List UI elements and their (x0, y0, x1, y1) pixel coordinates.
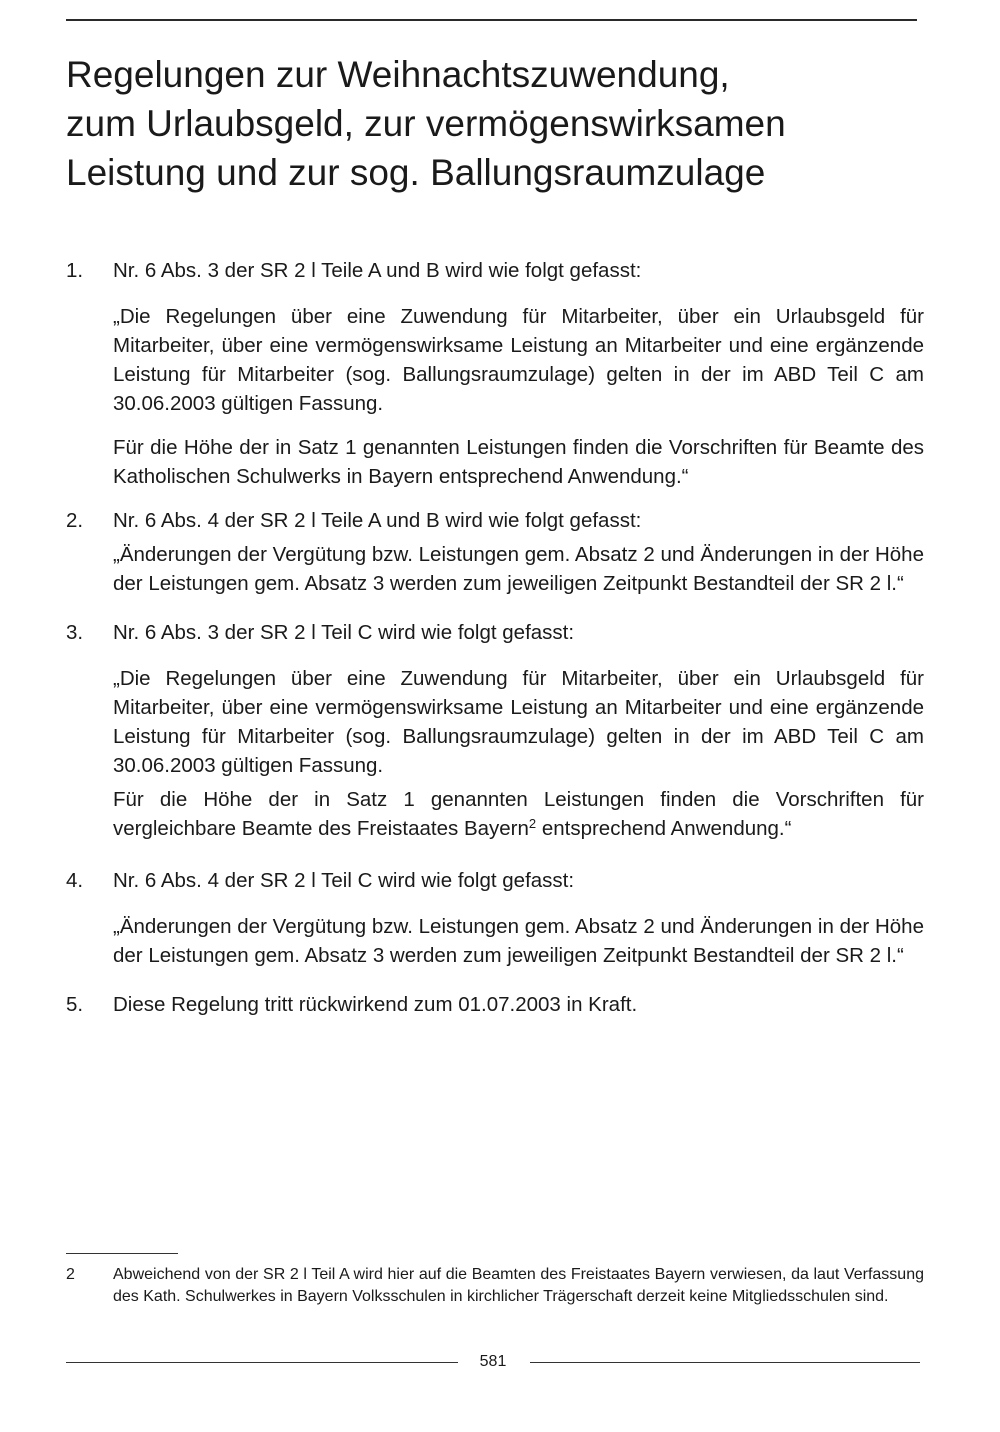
regulation-list (66, 256, 924, 1019)
list-item (66, 506, 924, 598)
item-number: 3. (66, 621, 84, 644)
list-item (66, 256, 924, 491)
item-number: 4. (66, 869, 84, 892)
item-paragraph: „Die Regelungen über eine Zuwendung für Mitarbeiter, über ein Urlaubsgeld für Mitarbeiter, über eine vermögenswirksame Leistung an Mitarbeiter und eine ergänzende Leistung für Mitarbeiter (sog. Ballungsraumzulage) gelten in der im ABD Teil C am 30.06.2003 gültigen Fassung. (113, 667, 924, 777)
item-lead: Nr. 6 Abs. 4 der SR 2 l Teile A und B wird wie folgt gefasst: (113, 509, 642, 532)
item-paragraph (113, 785, 924, 843)
item-paragraph: „Änderungen der Vergütung bzw. Leistungen gem. Absatz 2 und Änderungen in der Höhe der Leistungen gem. Absatz 3 werden zum jeweiligen Zeitpunkt Bestandteil der SR 2 l.“ (113, 543, 924, 595)
item-paragraph: Für die Höhe der in Satz 1 genannten Leistungen finden die Vorschriften für Beamte des Katholischen Schulwerks in Bayern entsprechend Anwendung.“ (113, 436, 924, 488)
footer-rule-right (530, 1362, 920, 1363)
item-number: 2. (66, 509, 84, 532)
footnote-number: 2 (66, 1266, 75, 1283)
title-line: Leistung und zur sog. Ballungsraumzulage (66, 152, 766, 193)
list-item (66, 990, 924, 1019)
footnote-text: Abweichend von der SR 2 l Teil A wird hier auf die Beamten des Freistaates Bayern verwiesen, da laut Verfassung des Kath. Schulwerkes in Bayern Volksschulen in kirchlicher Trägerschaft derzeit keine Mitgliedsschulen sind. (113, 1266, 924, 1305)
page-number: 581 (479, 1353, 507, 1370)
paragraph-text: entsprechend Anwendung.“ (536, 817, 792, 840)
footnote (66, 1264, 924, 1308)
top-rule (66, 19, 917, 21)
item-lead: Nr. 6 Abs. 4 der SR 2 l Teil C wird wie folgt gefasst: (113, 869, 575, 892)
footnote-rule (66, 1253, 178, 1254)
footnote-ref: 2 (528, 816, 537, 831)
page-footer (66, 1350, 920, 1374)
item-number: 1. (66, 259, 84, 282)
item-paragraph: „Die Regelungen über eine Zuwendung für Mitarbeiter, über ein Urlaubsgeld für Mitarbeiter, über eine vermögenswirksame Leistung an Mitarbeiter und eine ergänzende Leistung für Mitarbeiter (sog. Ballungsraumzulage) gelten in der im ABD Teil C am 30.06.2003 gültigen Fassung. (113, 305, 924, 415)
list-item (66, 618, 924, 843)
item-lead: Nr. 6 Abs. 3 der SR 2 l Teile A und B wird wie folgt gefasst: (113, 259, 642, 282)
paragraph-text: Für die Höhe der in Satz 1 genannten Leistungen finden die Vorschriften für vergleichbare Beamte des Freistaates Bayern (113, 788, 924, 840)
title-line: Regelungen zur Weihnachtszuwendung, (66, 54, 730, 95)
item-lead: Nr. 6 Abs. 3 der SR 2 l Teil C wird wie folgt gefasst: (113, 621, 575, 644)
list-item (66, 866, 924, 970)
item-number: 5. (66, 993, 84, 1016)
page-title (66, 50, 926, 197)
title-line: zum Urlaubsgeld, zur vermögenswirksamen (66, 103, 786, 144)
item-lead: Diese Regelung tritt rückwirkend zum 01.07.2003 in Kraft. (113, 993, 638, 1016)
item-paragraph: „Änderungen der Vergütung bzw. Leistungen gem. Absatz 2 und Änderungen in der Höhe der Leistungen gem. Absatz 3 werden zum jeweiligen Zeitpunkt Bestandteil der SR 2 l.“ (113, 915, 924, 967)
